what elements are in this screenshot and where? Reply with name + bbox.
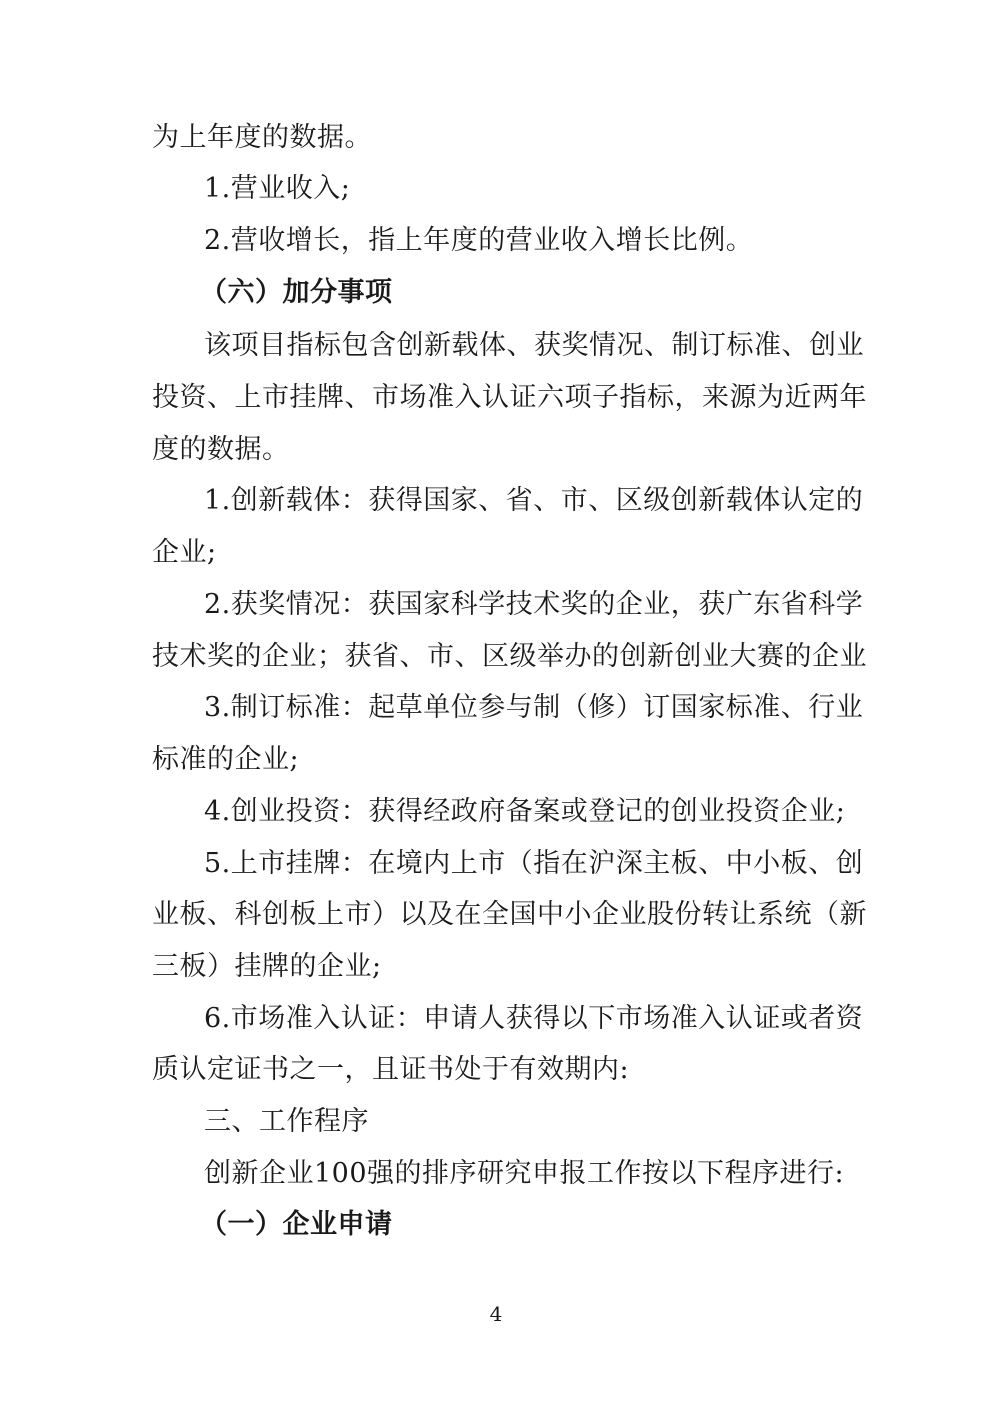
list-item-revenue: 1.营业收入; [204, 173, 351, 204]
list-item-revenue-growth: 2.营收增长，指上年度的营业收入增长比例。 [204, 225, 754, 256]
list-item-listing: 5.上市挂牌：在境内上市（指在沪深主板、中小板、创 [204, 848, 864, 879]
paragraph-bonus-line-3: 度的数据。 [152, 434, 290, 465]
list-item-awards: 2.获奖情况：获国家科学技术奖的企业，获广东省科学 [204, 589, 864, 620]
list-item-awards-cont: 技术奖的企业；获省、市、区级举办的创新创业大赛的企业 [152, 641, 867, 672]
section-heading-bonus-items: （六）加分事项 [200, 277, 393, 308]
paragraph-procedure-intro: 创新企业100强的排序研究申报工作按以下程序进行: [204, 1158, 845, 1189]
section-heading-enterprise-application: （一）企业申请 [200, 1209, 393, 1240]
list-item-standards-cont: 标准的企业; [152, 744, 300, 775]
paragraph-bonus-line-2: 投资、上市挂牌、市场准入认证六项子指标，来源为近两年 [152, 382, 867, 413]
page-number: 4 [489, 1302, 503, 1326]
list-item-listing-cont-2: 三板）挂牌的企业; [152, 951, 382, 982]
list-item-market-access-cont: 质认定证书之一，且证书处于有效期内: [152, 1054, 630, 1085]
text-line-continuation: 为上年度的数据。 [152, 122, 372, 153]
list-item-market-access: 6.市场准入认证：申请人获得以下市场准入认证或者资 [204, 1003, 864, 1034]
paragraph-bonus-line-1: 该项目指标包含创新载体、获奖情况、制订标准、创业 [204, 330, 864, 361]
list-item-standards: 3.制订标准：起草单位参与制（修）订国家标准、行业 [204, 692, 864, 723]
list-item-innovation-carrier-cont: 企业; [152, 537, 217, 568]
list-item-venture-investment: 4.创业投资：获得经政府备案或登记的创业投资企业; [204, 796, 846, 827]
list-item-innovation-carrier: 1.创新载体：获得国家、省、市、区级创新载体认定的 [204, 485, 864, 516]
section-heading-work-procedure: 三、工作程序 [204, 1106, 369, 1137]
list-item-listing-cont-1: 业板、科创板上市）以及在全国中小企业股份转让系统（新 [152, 899, 867, 930]
